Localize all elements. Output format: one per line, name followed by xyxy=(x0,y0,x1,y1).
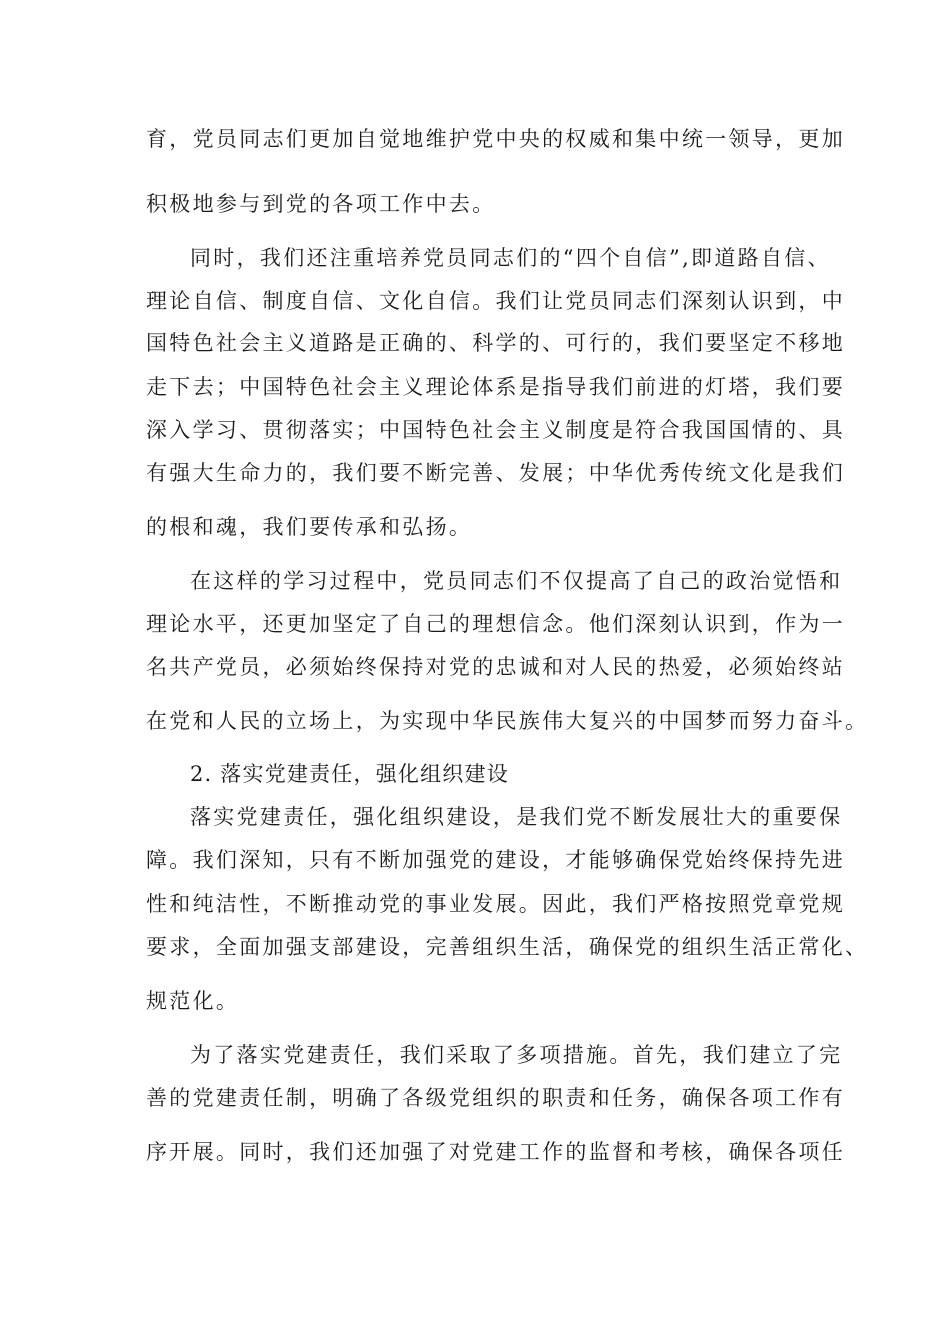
text-line: 的根和魂，我们要传承和弘扬。 xyxy=(146,515,473,539)
text-line: 善的党建责任制，明确了各级党组织的职责和任务，确保各项工作有 xyxy=(146,1086,845,1110)
paragraph-first-line: 同时，我们还注重培养党员同志们的“四个自信”,即道路自信、 xyxy=(190,246,831,270)
text-line: 走下去；中国特色社会主义理论体系是指导我们前进的灯塔，我们要 xyxy=(146,375,845,399)
section-heading: 2. 落实党建责任，强化组织建设 xyxy=(190,762,509,786)
text-line: 国特色社会主义道路是正确的、科学的、可行的，我们要坚定不移地 xyxy=(146,331,845,355)
text-line: 障。我们深知，只有不断加强党的建设，才能够确保党始终保持先进 xyxy=(146,848,845,872)
text-line: 深入学习、贯彻落实；中国特色社会主义制度是符合我国国情的、具 xyxy=(146,418,845,442)
text-line: 理论水平，还更加坚定了自己的理想信念。他们深刻认识到，作为一 xyxy=(146,612,845,636)
text-line: 有强大生命力的，我们要不断完善、发展；中华优秀传统文化是我们 xyxy=(146,461,845,485)
paragraph-first-line: 落实党建责任，强化组织建设，是我们党不断发展壮大的重要保 xyxy=(190,805,843,829)
text-line: 序开展。同时，我们还加强了对党建工作的监督和考核，确保各项任 xyxy=(146,1140,845,1164)
paragraph-first-line: 为了落实党建责任，我们采取了多项措施。首先，我们建立了完 xyxy=(190,1043,843,1067)
text-line: 性和纯洁性，不断推动党的事业发展。因此，我们严格按照党章党规 xyxy=(146,892,845,916)
text-line: 在党和人民的立场上，为实现中华民族伟大复兴的中国梦而努力奋斗。 xyxy=(146,709,869,733)
text-line: 规范化。 xyxy=(146,989,240,1013)
text-line: 要求，全面加强支部建设，完善组织生活，确保党的组织生活正常化、 xyxy=(146,935,869,959)
text-line: 积极地参与到党的各项工作中去。 xyxy=(146,192,496,216)
text-line: 名共产党员，必须始终保持对党的忠诚和对人民的热爱，必须始终站 xyxy=(146,655,845,679)
text-line: 理论自信、制度自信、文化自信。我们让党员同志们深刻认识到，中 xyxy=(146,289,845,313)
paragraph-first-line: 在这样的学习过程中，党员同志们不仅提高了自己的政治觉悟和 xyxy=(190,569,843,593)
text-line: 育，党员同志们更加自觉地维护党中央的权威和集中统一领导，更加 xyxy=(146,127,845,151)
